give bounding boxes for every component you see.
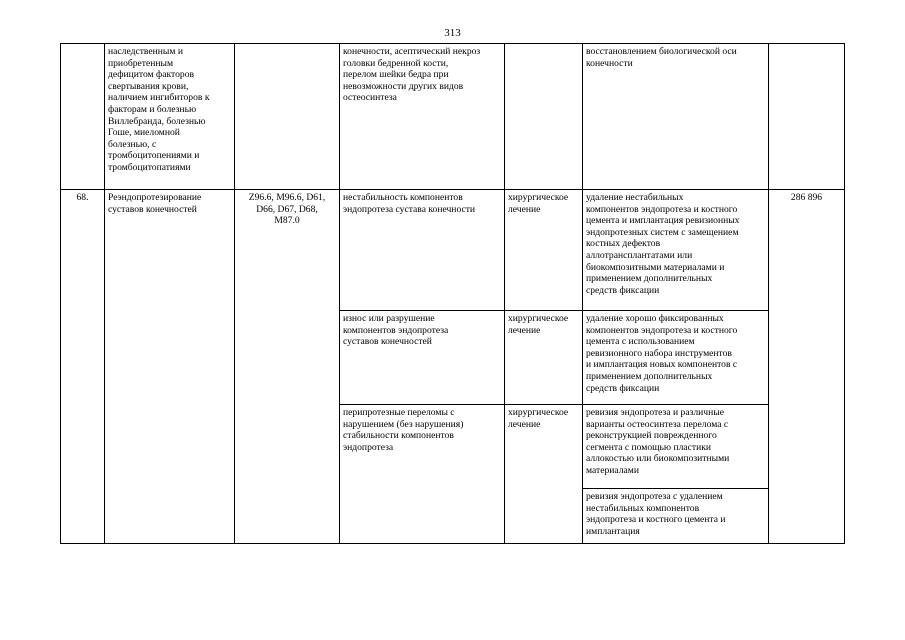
sub-2-model-cell <box>340 311 505 405</box>
page-number: 313 <box>444 27 461 39</box>
cont-name-text: наследственным и приобретенным дефицитом факторов свертывания крови, наличием ингибиторов к факторам и болезнью Виллебранда, болезнью Гоше, миеломной болезнью, с тромбоцитопениями и тромбоцитопатиями <box>108 46 210 173</box>
row-68-name: Реэндопротезирование суставов конечностей <box>108 192 202 215</box>
cont-method-text: восстановлением биологической оси конечности <box>586 46 737 69</box>
cont-codes-cell <box>235 44 340 190</box>
cont-model-cell <box>340 44 505 190</box>
sub-3-model: перипротезные переломы с нарушением (без нарушения) стабильности компонентов эндопротеза <box>343 407 464 453</box>
cont-number-cell <box>61 44 105 190</box>
row-68-codes: Z96.6, M96.6, D61, D66, D67, D68, M87.0 <box>248 192 326 227</box>
cont-treat-type-cell <box>505 44 583 190</box>
cont-cost-cell <box>769 44 845 190</box>
cont-method-cell <box>583 44 769 190</box>
sub-3-model-cell <box>340 405 505 544</box>
sub-1-treat-type-cell <box>505 190 583 311</box>
cont-model-text: конечности, асептический некроз головки бедренной кости, перелом шейки бедра при невозможности других видов остеосинтеза <box>343 46 481 104</box>
continuation-row <box>61 44 845 190</box>
sub-2-treat-type: хирургическое лечение <box>508 313 569 336</box>
sub-3-treat-type: хирургическое лечение <box>508 407 569 430</box>
sub-4-method-cell <box>583 489 769 544</box>
cont-name-cell <box>105 44 235 190</box>
row-68-sub-1 <box>61 190 845 311</box>
sub-2-method: удаление хорошо фиксированных компонентов эндопротеза и костного цемента с использованием ревизионного набора инструментов и имплантация новых компонентов с применением дополнительных средств фиксации <box>586 313 738 394</box>
row-68-number-cell <box>61 190 105 544</box>
sub-2-treat-type-cell <box>505 311 583 405</box>
sub-2-model: износ или разрушение компонентов эндопротеза суставов конечностей <box>343 313 449 348</box>
sub-1-model-cell <box>340 190 505 311</box>
row-68-name-cell <box>105 190 235 544</box>
sub-4-method: ревизия эндопротеза с удалением нестабильных компонентов эндопротеза и костного цемента и имплантация <box>586 491 726 537</box>
row-68-codes-cell <box>235 190 340 544</box>
sub-3-method: ревизия эндопротеза и различные варианты остеосинтеза перелома с реконструкцией поврежденного сегмента с помощью пластики аллокостью или биокомпозитными материалами <box>586 407 730 476</box>
sub-2-method-cell <box>583 311 769 405</box>
row-68-number: 68. <box>76 192 89 203</box>
sub-3-method-cell <box>583 405 769 489</box>
row-68-cost-cell <box>769 190 845 544</box>
sub-3-treat-type-cell <box>505 405 583 544</box>
medical-care-table <box>60 43 845 544</box>
sub-1-method-cell <box>583 190 769 311</box>
sub-1-method: удаление нестабильных компонентов эндопротеза и костного цемента и имплантация ревизионных эндопротезных систем с замещением костных дефектов аллотрансплантатами или биокомпозитными материалами и применением дополнительных средств фиксации <box>586 192 740 296</box>
sub-1-treat-type: хирургическое лечение <box>508 192 569 215</box>
sub-1-model: нестабильность компонентов эндопротеза сустава конечности <box>343 192 476 215</box>
row-68-cost: 286 896 <box>790 192 823 203</box>
